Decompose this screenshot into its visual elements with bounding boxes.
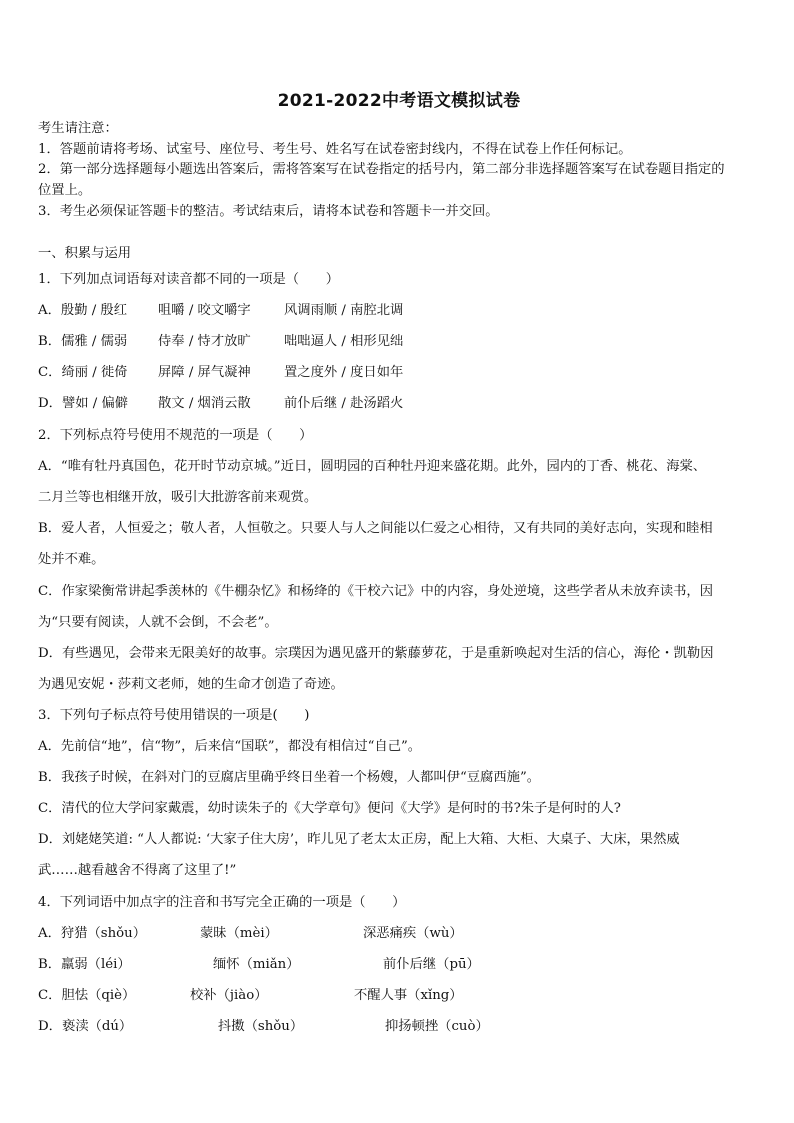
q1-option-b-part1: B．儒雅 / 儒弱	[38, 334, 128, 349]
q4-option-a-part1: A．狩猎（shǒu）	[38, 926, 147, 941]
q1-option-a-part3: 风调雨顺 / 南腔北调	[284, 303, 404, 318]
q3-option-a: A．先前信“地”，信“物”，后来信“国联”，都没有相信过“自己”。	[38, 739, 422, 754]
q1-option-b-part3: 咄咄逼人 / 相形见绌	[284, 334, 404, 349]
q1-option-a-part2: 咀嚼 / 咬文嚼字	[158, 303, 251, 318]
section-heading: 一、积累与运用	[38, 246, 132, 261]
q4-option-c-part1: C．胆怯（qiè）	[38, 988, 136, 1003]
q4-option-b-part1: B．羸弱（léi）	[38, 957, 131, 972]
q2-option-c-line2: 为“只要有阅读，人就不会倒，不会老”。	[38, 615, 278, 630]
page-title: 2021-2022中考语文模拟试卷	[277, 91, 521, 111]
q1-stem: 1．下列加点词语每对读音都不同的一项是（ ）	[38, 272, 339, 287]
q1-option-a-part1: A．殷勤 / 殷红	[38, 303, 128, 318]
q4-option-b-part2: 缅怀（miǎn）	[213, 957, 300, 972]
q4-option-d-part1: D．亵渎（dú）	[38, 1019, 133, 1034]
q2-option-b-line2: 处并不难。	[38, 552, 105, 567]
q1-option-c-part1: C．绮丽 / 徙倚	[38, 365, 128, 380]
q4-option-d-part3: 抑扬顿挫（cuò）	[385, 1019, 489, 1034]
notice-item-1: 1．答题前请将考场、试室号、座位号、考生号、姓名写在试卷密封线内，不得在试卷上作任何标记。	[38, 142, 632, 157]
notice-item-2-cont: 位置上。	[38, 183, 92, 198]
q1-option-c-part3: 置之度外 / 度日如年	[284, 365, 404, 380]
q2-option-a-line1: A．“唯有牡丹真国色，花开时节动京城。”近日，圆明园的百种牡丹迎来盛花期。此外，园内的丁香、桃花、海棠、	[38, 459, 707, 474]
q1-option-d-part2: 散文 / 烟消云散	[158, 396, 251, 411]
q3-stem: 3．下列句子标点符号使用错误的一项是( )	[38, 708, 310, 723]
q2-option-b-line1: B．爱人者，人恒爱之；敬人者，人恒敬之。只要人与人之间能以仁爱之心相待，又有共同的美好志向，实现和睦相	[38, 521, 713, 536]
q2-option-d-line2: 为遇见安妮・莎莉文老师，她的生命才创造了奇迹。	[38, 677, 344, 692]
notice-item-2: 2．第一部分选择题每小题选出答案后，需将答案写在试卷指定的括号内，第二部分非选择题答案写在试卷题目指定的	[38, 162, 725, 177]
q4-option-d-part2: 抖擞（shǒu）	[218, 1019, 304, 1034]
q3-option-d-line1: D．刘姥姥笑道: “人人都说: ‘大家子住大房’，昨儿见了老太太正房，配上大箱、大柜、大桌子、大床，果然威	[38, 832, 680, 847]
q4-stem: 4．下列词语中加点字的注音和书写完全正确的一项是（ ）	[38, 895, 406, 910]
q2-stem: 2．下列标点符号使用不规范的一项是（ ）	[38, 428, 313, 443]
q4-option-b-part3: 前仆后继（pū）	[383, 957, 480, 972]
q3-option-c: C．清代的位大学问家戴震，幼时读朱子的《大学章句》便问《大学》是何时的书?朱子是何时的人?	[38, 801, 621, 816]
q1-option-c-part2: 屏障 / 屏气凝神	[158, 365, 251, 380]
q2-option-a-line2: 二月兰等也相继开放，吸引大批游客前来观赏。	[38, 490, 318, 505]
q1-option-d-part3: 前仆后继 / 赴汤蹈火	[284, 396, 404, 411]
q3-option-d-line2: 武……越看越舍不得离了这里了!”	[38, 863, 237, 878]
q4-option-a-part3: 深恶痛疾（wù）	[363, 926, 463, 941]
q1-option-b-part2: 侍奉 / 恃才放旷	[158, 334, 251, 349]
q4-option-a-part2: 蒙昧（mèi）	[200, 926, 278, 941]
notice-item-3: 3．考生必须保证答题卡的整洁。考试结束后，请将本试卷和答题卡一并交回。	[38, 204, 499, 219]
q4-option-c-part2: 校补（jiào）	[190, 988, 268, 1003]
q4-option-c-part3: 不醒人事（xǐng）	[354, 988, 463, 1003]
notice-heading: 考生请注意：	[38, 121, 118, 136]
q3-option-b: B．我孩子时候，在斜对门的豆腐店里确乎终日坐着一个杨嫂，人都叫伊“豆腐西施”。	[38, 770, 541, 785]
q1-option-d-part1: D．譬如 / 偏僻	[38, 396, 129, 411]
q2-option-c-line1: C．作家梁衡常讲起季羡林的《牛棚杂忆》和杨绛的《干校六记》中的内容，身处逆境，这些学者从未放弃读书，因	[38, 584, 714, 599]
q2-option-d-line1: D．有些遇见，会带来无限美好的故事。宗璞因为遇见盛开的紫藤萝花，于是重新唤起对生活的信心，海伦・凯勒因	[38, 646, 714, 661]
